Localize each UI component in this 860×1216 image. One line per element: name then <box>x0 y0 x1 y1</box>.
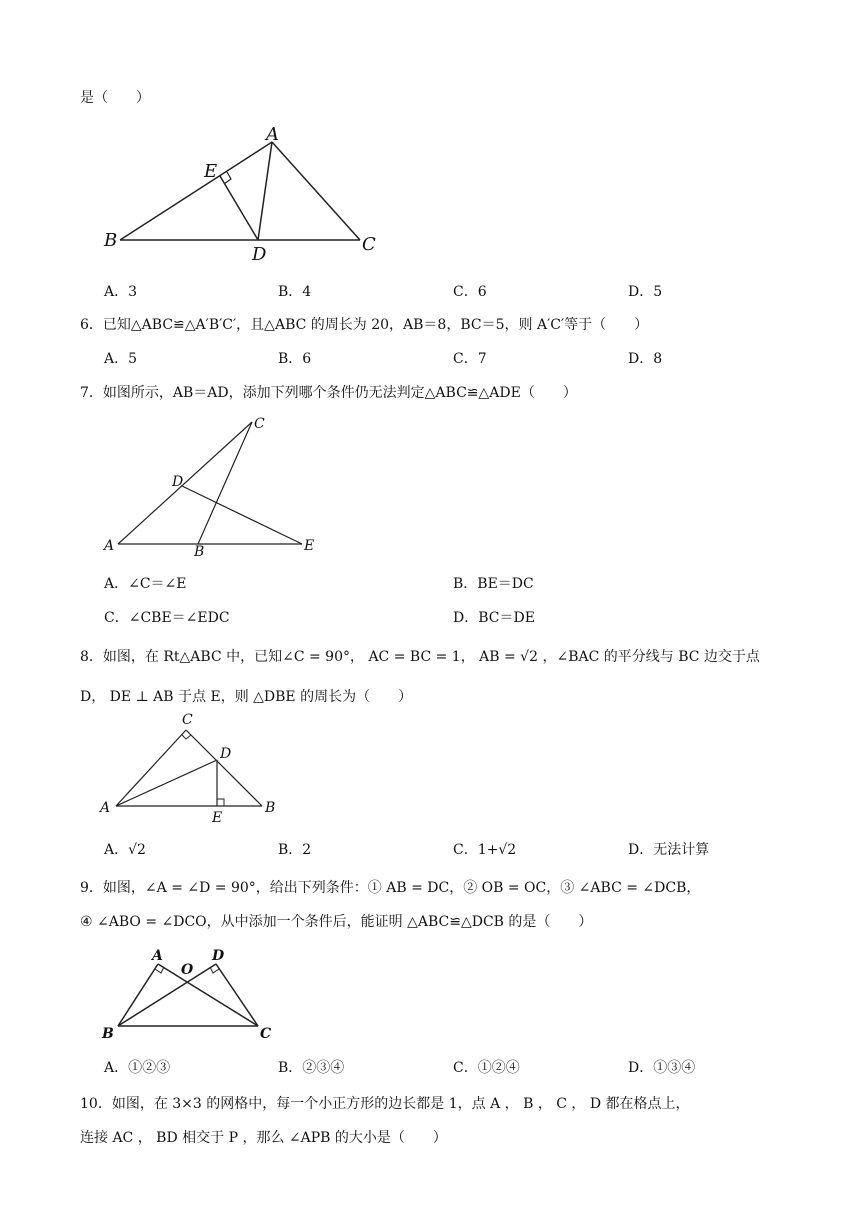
q9-option-b[interactable]: B．②③④ <box>278 1060 345 1076</box>
q7-option-d[interactable]: D．BC＝DE <box>453 610 535 626</box>
q7-figure <box>100 410 330 560</box>
q9-stem-line1: 9．如图，∠A = ∠D = 90°，给出下列条件：① AB = DC，② OB = OC，③ ∠ABC = ∠DCB， <box>80 880 701 896</box>
q7-label-C: C <box>254 416 265 432</box>
q8-right-angle-E <box>217 799 224 806</box>
q9-label-B: B <box>102 1026 114 1042</box>
q8-label-D: D <box>220 746 232 762</box>
q8-label-A: A <box>100 800 111 816</box>
q6-option-a[interactable]: A．5 <box>104 351 138 367</box>
q5-stem-tail: 是（ ） <box>80 90 150 106</box>
q10-stem-line2: 连接 AC ， BD 相交于 P ，那么 ∠APB 的大小是（ ） <box>80 1130 447 1146</box>
q7-option-a[interactable]: A．∠C＝∠E <box>104 576 187 592</box>
q6-option-c[interactable]: C．7 <box>453 351 487 367</box>
q8-option-b[interactable]: B．2 <box>278 842 312 858</box>
q8-stem-line1: 8．如图，在 Rt△ABC 中，已知∠C = 90°， AC = BC = 1， AB = √2 ，∠BAC 的平分线与 BC 边交于点 <box>80 649 760 665</box>
q8-right-angle-C <box>182 735 191 739</box>
q6-stem: 6．已知△ABC≌△A′B′C′，且△ABC 的周长为 20，AB＝8，BC＝5，则 A′C′等于（ ） <box>80 317 649 333</box>
q6-option-d[interactable]: D．8 <box>628 351 663 367</box>
q9-right-angle-D <box>210 967 219 973</box>
q9-option-d[interactable]: D．①③④ <box>628 1060 696 1076</box>
q7-label-A: A <box>104 538 115 554</box>
q7-label-B: B <box>194 544 205 560</box>
q8-option-c[interactable]: C．1+√2 <box>453 842 517 858</box>
q8-option-d[interactable]: D．无法计算 <box>628 842 710 858</box>
q9-label-O: O <box>181 962 194 978</box>
q9-figure <box>98 944 288 1044</box>
q7-stem: 7．如图所示，AB＝AD，添加下列哪个条件仍无法判定△ABC≌△ADE（ ） <box>80 385 577 401</box>
q5-figure <box>100 120 400 270</box>
q7-option-c[interactable]: C．∠CBE＝∠EDC <box>104 610 230 626</box>
q7-label-D: D <box>172 474 184 490</box>
q5-option-b[interactable]: B．4 <box>278 284 312 300</box>
q6-option-b[interactable]: B．6 <box>278 351 312 367</box>
q5-option-d[interactable]: D．5 <box>628 284 663 300</box>
q8-stem-line2: D， DE ⊥ AB 于点 E，则 △DBE 的周长为（ ） <box>80 689 413 705</box>
q8-label-B: B <box>265 800 276 816</box>
q5-label-C: C <box>362 234 376 255</box>
q5-label-D: D <box>252 244 267 265</box>
q5-right-angle-mark <box>224 172 231 184</box>
q10-stem-line1: 10．如图，在 3×3 的网格中，每一个小正方形的边长都是 1，点 A ， B ， C ， D 都在格点上， <box>80 1096 690 1112</box>
q8-label-C: C <box>182 712 193 728</box>
q9-label-C: C <box>260 1026 272 1042</box>
q9-label-D: D <box>212 948 225 964</box>
q8-label-E: E <box>212 810 223 825</box>
q5-label-E: E <box>204 161 218 182</box>
q5-label-B: B <box>104 230 118 251</box>
q7-option-b[interactable]: B．BE＝DC <box>453 576 534 592</box>
q8-figure <box>98 710 288 825</box>
q9-label-A: A <box>152 948 163 964</box>
q5-option-c[interactable]: C．6 <box>453 284 487 300</box>
q9-option-c[interactable]: C．①②④ <box>453 1060 520 1076</box>
q9-option-a[interactable]: A．①②③ <box>104 1060 171 1076</box>
q7-label-E: E <box>304 538 315 554</box>
q8-option-a[interactable]: A．√2 <box>104 842 146 858</box>
q5-option-a[interactable]: A．3 <box>104 284 138 300</box>
q9-stem-line2: ④ ∠ABO = ∠DCO，从中添加一个条件后，能证明 △ABC≌△DCB 的是（ ） <box>80 914 593 930</box>
q5-label-A: A <box>266 124 279 145</box>
